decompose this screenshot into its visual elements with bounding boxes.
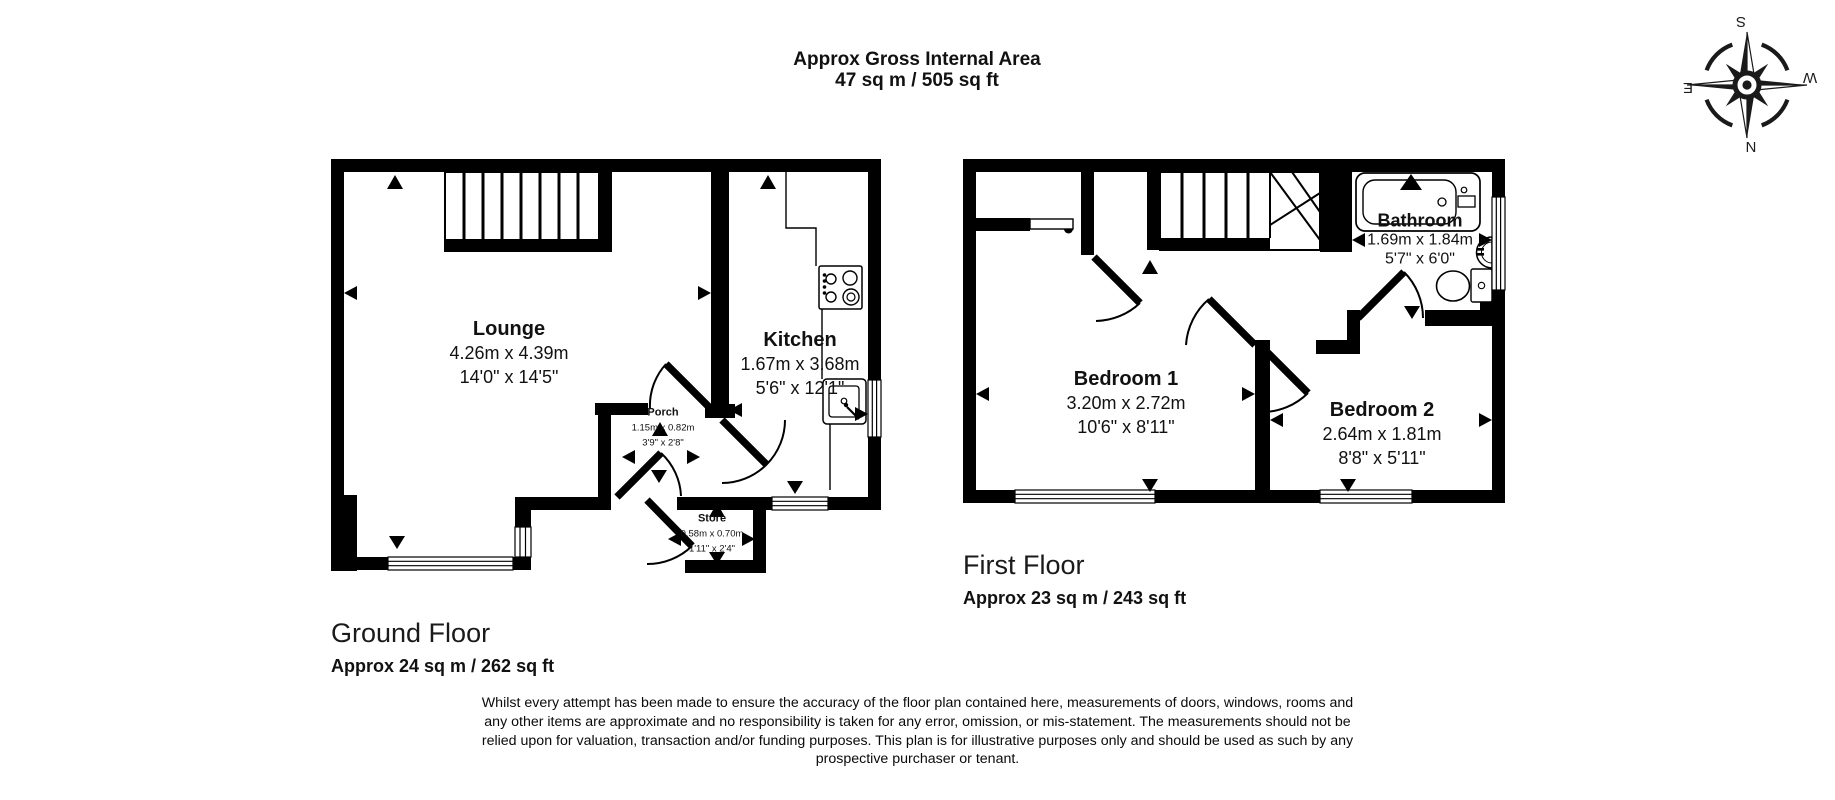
compass-west-label: W bbox=[1802, 69, 1818, 86]
room-name: Bedroom 1 bbox=[1073, 368, 1179, 390]
disclaimer-line: relied upon for valuation, transaction and/or funding purposes. This plan is for illustrative purposes only and should be used as such by any bbox=[481, 732, 1354, 749]
hob-icon bbox=[819, 266, 862, 309]
room-name: Bathroom bbox=[1377, 210, 1463, 231]
room-dim-imperial: 10'6" x 8'11" bbox=[1077, 417, 1175, 437]
room-name: Bedroom 2 bbox=[1329, 399, 1435, 421]
room-dim-metric: 4.26m x 4.39m bbox=[449, 343, 569, 363]
ground-floor-title: Ground Floor bbox=[331, 618, 491, 648]
first-floor-title: First Floor bbox=[963, 550, 1085, 580]
first-floor-area: Approx 23 sq m / 243 sq ft bbox=[963, 588, 1187, 608]
compass-south-label: S bbox=[1735, 13, 1747, 30]
room-label-bedroom-2 bbox=[1322, 398, 1441, 470]
room-dim-metric: 2.64m x 1.81m bbox=[1322, 424, 1442, 444]
room-name: Store bbox=[697, 512, 727, 525]
ground-floor-area: Approx 24 sq m / 262 sq ft bbox=[331, 656, 555, 676]
disclaimer bbox=[0, 694, 1835, 769]
room-dim-imperial: 8'8" x 5'11" bbox=[1338, 448, 1426, 468]
toilet-icon bbox=[1437, 269, 1493, 302]
compass-east-label: E bbox=[1682, 79, 1694, 96]
page-subtitle: 47 sq m / 505 sq ft bbox=[835, 70, 999, 91]
room-name: Porch bbox=[647, 406, 679, 419]
compass-north-label: N bbox=[1745, 138, 1757, 155]
page-title: Approx Gross Internal Area bbox=[793, 49, 1041, 70]
room-label-kitchen bbox=[740, 328, 859, 400]
room-dim-metric: 1.67m x 3.68m bbox=[740, 354, 860, 374]
room-label-porch bbox=[632, 406, 695, 451]
room-dim-imperial: 1'11" x 2'4" bbox=[688, 543, 736, 555]
room-label-bathroom bbox=[1367, 212, 1473, 269]
room-label-bedroom-1 bbox=[1066, 367, 1185, 439]
disclaimer-line: prospective purchaser or tenant. bbox=[815, 751, 1020, 768]
room-label-lounge bbox=[449, 317, 568, 389]
room-name: Lounge bbox=[472, 318, 546, 340]
room-dim-imperial: 14'0" x 14'5" bbox=[459, 367, 559, 387]
room-dim-metric: 0.58m x 0.70m bbox=[680, 528, 744, 540]
room-name: Kitchen bbox=[763, 329, 837, 351]
wardrobe-icon bbox=[1030, 219, 1073, 234]
room-dim-imperial: 3'9" x 2'8" bbox=[642, 437, 684, 449]
room-dim-imperial: 5'6" x 12'1" bbox=[755, 378, 845, 398]
compass-icon bbox=[1683, 13, 1817, 155]
room-dim-metric: 1.69m x 1.84m bbox=[1367, 231, 1473, 249]
room-dim-metric: 1.15m x 0.82m bbox=[631, 422, 695, 434]
disclaimer-line: any other items are approximate and no responsibility is taken for any error, omission, or mis-statement. The measurements should not be bbox=[484, 713, 1351, 730]
room-dim-metric: 3.20m x 2.72m bbox=[1066, 393, 1186, 413]
stairs-icon bbox=[445, 172, 611, 251]
room-label-store bbox=[681, 512, 744, 557]
room-dim-imperial: 5'7" x 6'0" bbox=[1385, 250, 1455, 268]
disclaimer-line: Whilst every attempt has been made to ensure the accuracy of the floor plan contained here, measurements of doors, windows, rooms and bbox=[481, 695, 1354, 711]
